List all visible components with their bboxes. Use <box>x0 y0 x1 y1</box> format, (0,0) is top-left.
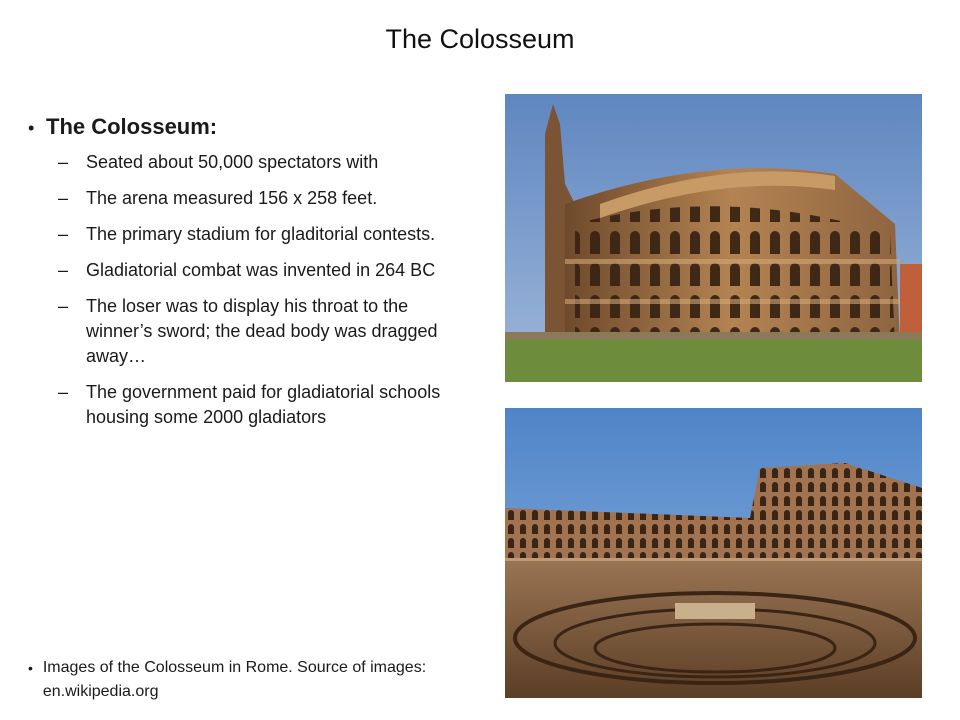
sub-bullet <box>58 186 478 211</box>
sub-bullet <box>58 150 478 175</box>
sub-bullet-text: The loser was to display his throat to the winner’s sword; the dead body was dragged away… <box>86 296 438 366</box>
main-bullet-text: The Colosseum: <box>46 114 218 139</box>
sub-bullet-text: The primary stadium for gladitorial contests. <box>86 224 436 244</box>
bullet-icon: • <box>28 660 33 676</box>
sub-bullet-text: The arena measured 156 x 258 feet. <box>86 188 378 208</box>
colosseum-exterior-image <box>505 94 922 382</box>
footnote <box>28 656 458 704</box>
colosseum-interior-image <box>505 408 922 698</box>
colosseum-exterior-photo <box>505 94 922 382</box>
sub-bullet <box>58 380 478 430</box>
sub-bullet-text: Seated about 50,000 spectators with <box>86 152 379 172</box>
slide-content <box>28 114 478 441</box>
dash-icon: – <box>58 296 69 316</box>
sub-bullet <box>58 258 478 283</box>
colosseum-interior-photo <box>505 408 922 698</box>
sub-bullet <box>58 294 478 369</box>
slide-title: The Colosseum <box>385 24 575 54</box>
dash-icon: – <box>58 382 69 402</box>
sub-bullet-text: The government paid for gladiatorial schools housing some 2000 gladiators <box>86 382 441 427</box>
dash-icon: – <box>58 260 69 280</box>
dash-icon: – <box>58 152 69 172</box>
sub-bullet <box>58 222 478 247</box>
footnote-text: Images of the Colosseum in Rome. Source of images: en.wikipedia.org <box>42 659 427 700</box>
dash-icon: – <box>58 224 69 244</box>
dash-icon: – <box>58 188 69 208</box>
sub-bullet-list <box>58 150 478 430</box>
bullet-icon: • <box>28 118 35 138</box>
sub-bullet-text: Gladiatorial combat was invented in 264 BC <box>86 260 436 280</box>
main-bullet <box>28 114 478 140</box>
